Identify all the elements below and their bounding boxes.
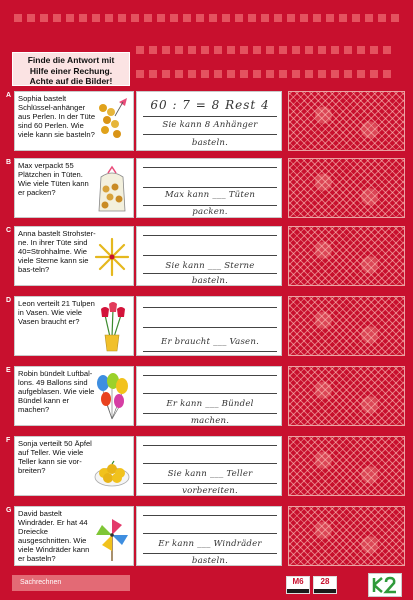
decor-pattern bbox=[288, 158, 405, 218]
decor-pattern bbox=[288, 366, 405, 426]
task-d bbox=[6, 296, 406, 356]
writing-line bbox=[143, 116, 277, 117]
balloons-icon bbox=[93, 371, 131, 423]
writing-line bbox=[143, 553, 277, 554]
writing-line bbox=[143, 307, 277, 308]
task-letter: D bbox=[6, 297, 12, 304]
writing-line bbox=[143, 413, 277, 414]
level-badge bbox=[286, 576, 310, 594]
answer-box[interactable] bbox=[136, 366, 282, 426]
decor-pattern bbox=[288, 296, 405, 356]
beads-icon bbox=[93, 96, 131, 148]
question-text: Robin bündelt Luftbal-lons. 49 Ballons sind aufgeblasen. Wie viele Bündel kann er machen? bbox=[18, 369, 95, 415]
question-text: David bastelt Windräder. Er hat 44 Dreiecke ausgeschnitten. Wie viele Windräder kann er basteln? bbox=[18, 509, 90, 564]
question-text: Leon verteilt 21 Tulpen in Vasen. Wie viele Vasen braucht er? bbox=[18, 299, 95, 327]
instruction-line-2: Hilfe einer Rechung. bbox=[29, 65, 113, 76]
answer-line-1: Sie kann 8 Anhänger bbox=[162, 120, 258, 130]
writing-line bbox=[143, 327, 277, 328]
writing-line bbox=[143, 375, 277, 376]
question-box bbox=[14, 366, 134, 426]
decor-pattern bbox=[288, 506, 405, 566]
question-box bbox=[14, 226, 134, 286]
answer-line-2: basteln. bbox=[191, 276, 229, 286]
straw-star-icon bbox=[93, 231, 131, 283]
writing-line bbox=[143, 393, 277, 394]
question-box bbox=[14, 296, 134, 356]
answer-line-2: packen. bbox=[192, 207, 228, 217]
answer-line-1: Sie kann ___ Teller bbox=[167, 469, 253, 479]
apple-plate-icon bbox=[93, 441, 131, 493]
answer-line-1: Er kann ___ Bündel bbox=[166, 399, 254, 409]
answer-box[interactable] bbox=[136, 226, 282, 286]
page-number-text: 28 bbox=[320, 577, 330, 586]
writing-line bbox=[143, 134, 277, 135]
task-c bbox=[6, 226, 406, 286]
answer-line-2: basteln. bbox=[191, 556, 229, 566]
task-letter: C bbox=[6, 227, 12, 234]
publisher-logo bbox=[368, 573, 402, 597]
writing-line bbox=[143, 255, 277, 256]
answer-line-1: Max kann ___ Tüten bbox=[164, 190, 256, 200]
question-box bbox=[14, 506, 134, 566]
answer-box[interactable] bbox=[136, 91, 282, 151]
question-text: Sonja verteilt 50 Äpfel auf Teller. Wie viele Teller kann sie vor-breiten? bbox=[18, 439, 92, 476]
writing-line bbox=[143, 515, 277, 516]
decor-pattern bbox=[288, 436, 405, 496]
answer-box[interactable] bbox=[136, 296, 282, 356]
answer-box[interactable] bbox=[136, 506, 282, 566]
writing-line bbox=[143, 187, 277, 188]
tulip-vase-icon bbox=[93, 301, 131, 353]
writing-line bbox=[143, 445, 277, 446]
decor-squares-top bbox=[14, 14, 399, 22]
question-text: Sophia bastelt Schlüssel-anhänger aus Perlen. In der Tüte sind 60 Perlen. Wie viele kann sie basteln? bbox=[18, 94, 96, 140]
task-g bbox=[6, 506, 406, 566]
question-text: Max verpackt 55 Plätzchen in Tüten. Wie viele Tüten kann er packen? bbox=[18, 161, 89, 198]
question-box bbox=[14, 91, 134, 151]
decor-pattern bbox=[288, 91, 405, 151]
answer-line-1: Er braucht ___ Vasen. bbox=[160, 337, 260, 347]
question-box bbox=[14, 158, 134, 218]
answer-box[interactable] bbox=[136, 436, 282, 496]
writing-line bbox=[143, 483, 277, 484]
question-text: Anna bastelt Strohster-ne. In ihrer Tüte sind 40=Strohhalme. Wie viele Sterne kann sie bas-teln? bbox=[18, 229, 96, 275]
equation-text: 60 : 7 = 8 Rest 4 bbox=[150, 98, 270, 112]
page-number-badge bbox=[313, 576, 337, 594]
task-letter: F bbox=[6, 437, 11, 444]
writing-line bbox=[143, 351, 277, 352]
task-a bbox=[6, 91, 406, 151]
answer-line-2: machen. bbox=[190, 416, 230, 426]
instruction-line-3: Achte auf die Bilder! bbox=[29, 76, 113, 86]
cookie-bag-icon bbox=[93, 163, 131, 215]
footer-label: Sachrechnen bbox=[12, 575, 130, 591]
logo-icon bbox=[369, 574, 401, 596]
task-e bbox=[6, 366, 406, 426]
task-letter: G bbox=[6, 507, 12, 514]
decor-pattern bbox=[288, 226, 405, 286]
answer-box[interactable] bbox=[136, 158, 282, 218]
question-box bbox=[14, 436, 134, 496]
task-letter: B bbox=[6, 159, 12, 166]
task-f bbox=[6, 436, 406, 496]
writing-line bbox=[143, 463, 277, 464]
level-badge-text: M6 bbox=[292, 577, 304, 586]
answer-line-2: vorbereiten. bbox=[182, 486, 238, 496]
answer-line-1: Sie kann ___ Sterne bbox=[165, 261, 255, 271]
instruction-box bbox=[12, 52, 130, 86]
task-b bbox=[6, 158, 406, 218]
instruction-line-1: Finde die Antwort mit bbox=[27, 55, 115, 65]
pinwheel-icon bbox=[93, 511, 131, 563]
answer-line-1: Er kann ___ Windräder bbox=[158, 539, 262, 549]
writing-line bbox=[143, 533, 277, 534]
decor-squares-row3 bbox=[136, 70, 391, 78]
writing-line bbox=[143, 205, 277, 206]
decor-squares-row2 bbox=[136, 46, 391, 54]
writing-line bbox=[143, 273, 277, 274]
answer-line-2: basteln. bbox=[191, 138, 229, 148]
task-letter: A bbox=[6, 92, 12, 99]
writing-line bbox=[143, 235, 277, 236]
task-letter: E bbox=[6, 367, 11, 374]
writing-line bbox=[143, 167, 277, 168]
